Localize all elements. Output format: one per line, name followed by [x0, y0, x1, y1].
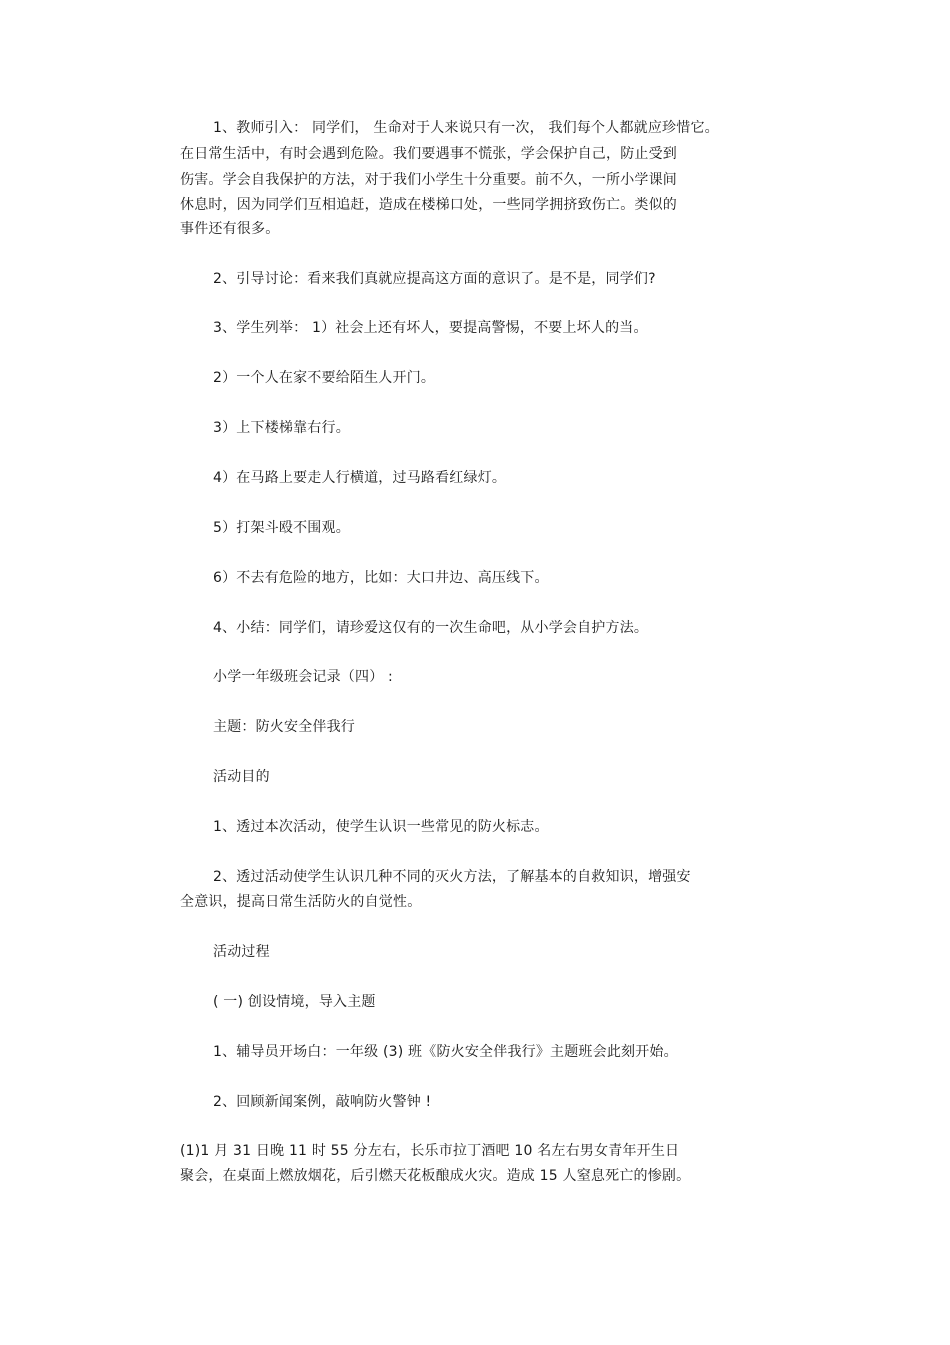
section-heading: 活动目的: [213, 769, 270, 785]
text-line: 1、教师引入： 同学们， 生命对于人来说只有一次， 我们每个人都就应珍惜它。: [213, 120, 719, 136]
text-line: 1、透过本次活动，使学生认识一些常见的防火标志。: [213, 819, 549, 835]
section-heading: 小学一年级班会记录（四） :: [213, 669, 393, 685]
text-line: (1)1 月 31 日晚 11 时 55 分左右，长乐市拉丁酒吧 10 名左右男女青年开生日: [180, 1143, 680, 1159]
text-line: 全意识，提高日常生活防火的自觉性。: [180, 894, 422, 910]
text-line: 2、引导讨论：看来我们真就应提高这方面的意识了。是不是，同学们?: [213, 271, 656, 287]
text-line: 3）上下楼梯靠右行。: [213, 420, 350, 436]
text-line: 4）在马路上要走人行横道，过马路看红绿灯。: [213, 470, 507, 486]
text-line: 伤害。学会自我保护的方法，对于我们小学生十分重要。前不久，一所小学课间: [180, 172, 677, 188]
text-line: 在日常生活中，有时会遇到危险。我们要遇事不慌张，学会保护自己，防止受到: [180, 146, 677, 162]
text-line: 2）一个人在家不要给陌生人开门。: [213, 370, 436, 386]
section-heading: 主题：防火安全伴我行: [213, 719, 355, 735]
text-line: 聚会，在桌面上燃放烟花，后引燃天花板酿成火灾。造成 15 人窒息死亡的惨剧。: [180, 1168, 691, 1184]
text-line: 4、小结：同学们，请珍爱这仅有的一次生命吧，从小学会自护方法。: [213, 620, 649, 636]
text-line: 5）打架斗殴不围观。: [213, 520, 350, 536]
section-heading: 活动过程: [213, 944, 270, 960]
section-heading: ( 一) 创设情境，导入主题: [213, 994, 376, 1010]
text-line: 3、学生列举： 1）社会上还有坏人，要提高警惕，不要上坏人的当。: [213, 320, 648, 336]
text-line: 2、透过活动使学生认识几种不同的灭火方法，了解基本的自救知识，增强安: [213, 869, 691, 885]
text-line: 1、辅导员开场白：一年级 (3) 班《防火安全伴我行》主题班会此刻开始。: [213, 1044, 678, 1060]
text-line: 休息时，因为同学们互相追赶，造成在楼梯口处，一些同学拥挤致伤亡。类似的: [180, 197, 677, 213]
text-line: 6）不去有危险的地方，比如：大口井边、高压线下。: [213, 570, 549, 586]
text-line: 事件还有很多。: [180, 221, 280, 237]
text-line: 2、回顾新闻案例，敲响防火警钟 !: [213, 1094, 432, 1110]
